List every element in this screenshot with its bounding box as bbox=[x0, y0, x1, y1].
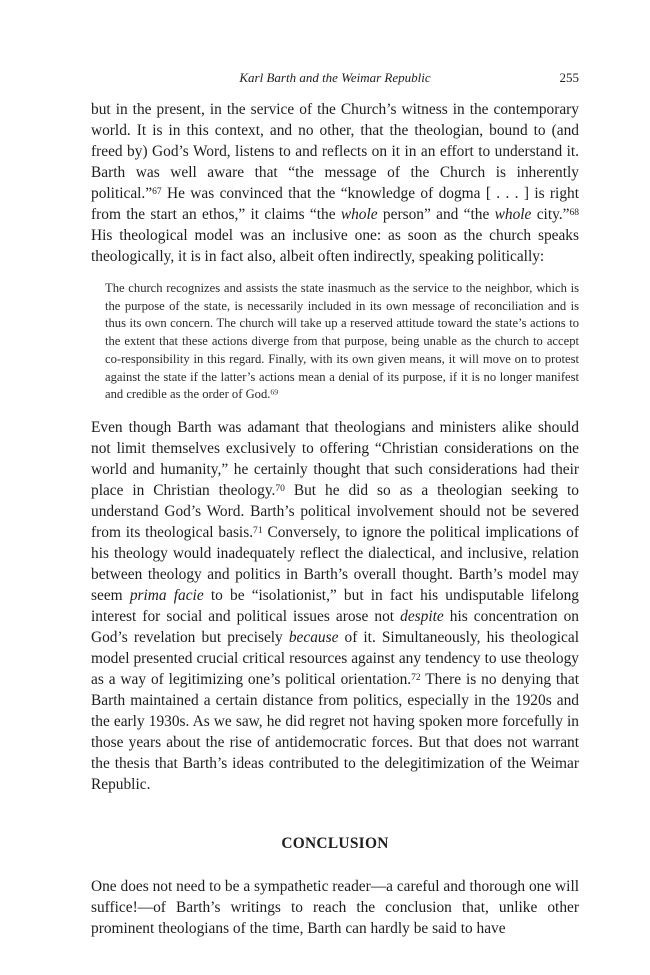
emphasis: whole bbox=[494, 206, 532, 223]
footnote-ref-72: 72 bbox=[411, 671, 421, 683]
text-run: There is no denying that Barth maintained a certain distance from politics, especially in the 1920s and the early 1930s. As we saw, he did regret not having spoken more forcefully in those years about the rise of antidemocratic forces. But that does not warrant the thesis that Barth’s ideas contributed to the delegitimization of the Weimar Republic. bbox=[91, 670, 579, 793]
block-quote bbox=[105, 280, 579, 404]
emphasis: whole bbox=[340, 206, 378, 223]
text-run: He was convinced that the “knowledge of dogma [ . . . ] is right from the start an ethos,” it claims “the bbox=[91, 185, 579, 223]
footnote-ref-71: 71 bbox=[253, 524, 263, 536]
footnote-ref-69: 69 bbox=[270, 387, 279, 397]
running-header bbox=[91, 64, 579, 86]
quote-text: The church recognizes and assists the state inasmuch as the service to the neighbor, which is the purpose of the state, is necessarily included in its own message of reconciliation and is thus its own concern. The church will take up a reserved attitude toward the state’s actions to the extent that these actions diverge from that purpose, being unable as the church to accept co-responsibility in this regard. Finally, with its own given means, it will move on to protest against the state if the latter’s actions mean a denial of its purpose, if it is no longer manifest and credible as the order of God. bbox=[105, 281, 579, 402]
section-heading: CONCLUSION bbox=[281, 834, 389, 852]
text-run: Conversely, to ignore the political implications of his theology would inadequately reflect the dialectical, and inclusive, relation between theology and politics in Barth’s overall thought. Barth’s model may seem bbox=[91, 523, 579, 604]
page-number: 255 bbox=[559, 70, 579, 85]
emphasis: despite bbox=[400, 607, 444, 625]
text-run: to be “isolationist,” but in fact his undisputable lifelong interest for social and political issues arose not bbox=[91, 586, 579, 625]
emphasis: because bbox=[288, 628, 339, 646]
text-run: But he did so as a theologian seeking to understand God’s Word. Barth’s political involvement should not be severed from its theological basis. bbox=[91, 481, 579, 541]
text-run: His theological model was an inclusive one: as soon as the church speaks theologically, it is in fact also, albeit often indirectly, speaking politically: bbox=[91, 227, 579, 265]
running-title: Karl Barth and the Weimar Republic bbox=[239, 70, 431, 85]
paragraph-3: One does not need to be a sympathetic reader—a careful and thorough one will suffice!—of Barth’s writings to reach the conclusion that, unlike other prominent theologians of the time, Barth can hardly be said to have bbox=[91, 877, 579, 937]
footnote-ref-67: 67 bbox=[152, 186, 162, 197]
book-page bbox=[91, 64, 579, 939]
paragraph-2 bbox=[91, 417, 579, 795]
text-run: his concentration on God’s revelation but precisely bbox=[91, 607, 579, 646]
text-run: of it. Simultaneously, his theological model presented crucial critical resources against any tendency to use theology as a way of legitimizing one’s political orientation. bbox=[91, 628, 579, 688]
emphasis: prima facie bbox=[129, 586, 204, 604]
text-run: city.” bbox=[531, 206, 570, 223]
text-run: Even though Barth was adamant that theologians and ministers alike should not limit themselves exclusively to offering “Christian considerations on the world and humanity,” he certainly thought that such considerations had their place in Christian theology. bbox=[91, 418, 579, 499]
text-run: person” and “the bbox=[377, 206, 495, 223]
paragraph-1 bbox=[91, 99, 579, 267]
footnote-ref-70: 70 bbox=[275, 482, 285, 494]
text-run: but in the present, in the service of the Church’s witness in the contemporary world. It is in this context, and no other, that the theologian, bound to (and freed by) God’s Word, listens to and reflects on it in an effort to understand it. Barth was well aware that “the message of the Church is inherently political.” bbox=[91, 101, 579, 202]
footnote-ref-68: 68 bbox=[569, 207, 580, 218]
